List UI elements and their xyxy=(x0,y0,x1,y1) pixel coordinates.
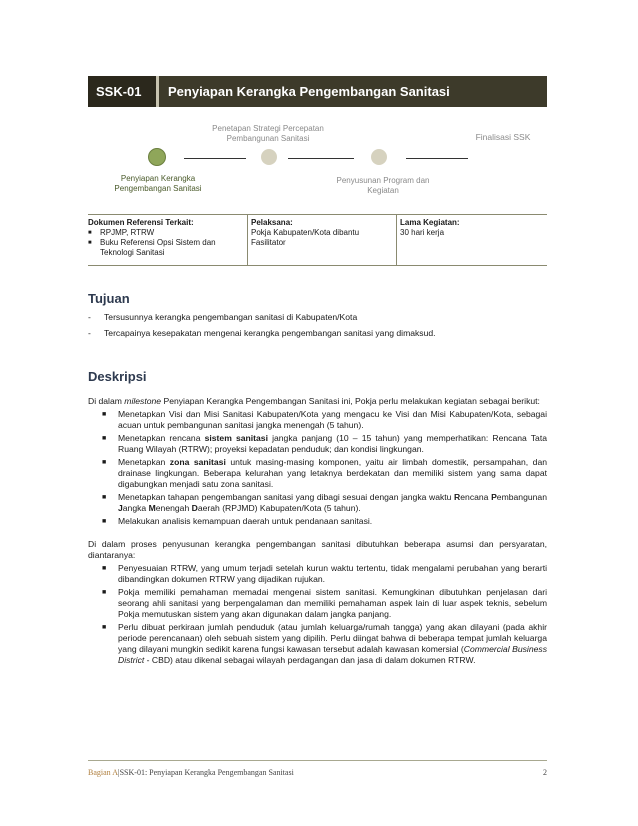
step-3-marker xyxy=(371,149,387,165)
deskripsi-para2: Di dalam proses penyusunan kerangka pengembangan sanitasi dibutuhkan beberapa asumsi dan persyaratan, diantaranya: xyxy=(88,539,547,560)
step-2-label-line-1: Penetapan Strategi Percepatan xyxy=(212,124,324,133)
deskripsi-heading: Deskripsi xyxy=(88,369,147,384)
step-2-marker xyxy=(261,149,277,165)
step-1-label-line-2: Pengembangan Sanitasi xyxy=(114,184,202,193)
executor-header: Pelaksana: xyxy=(251,218,293,227)
info-divider-2 xyxy=(396,215,397,265)
assumption-bullet: ■ Pokja memiliki pemahaman memadai mengenai sistem sanitasi. Kemungkinan dibutuhkan penjelasan dari seorang ahli sanitasi yang berpengalaman dan memiliki pemahaman aspek lain di luar aspek teknis, sebelum Pokja memutuskan sistem yang akan digunakan dalam jangka panjang. xyxy=(102,587,547,619)
activity-info-table xyxy=(88,214,547,266)
executor-line: Pokja Kabupaten/Kota dibantu xyxy=(251,228,360,237)
deskripsi-bullet: ■ Menetapkan rencana sistem sanitasi jangka panjang (10 – 15 tahun) yang memperhatikan: Rencana Tata Ruang Wilayah (RTRW); proyeksi kepadatan penduduk; dan kondisi lingkungan. xyxy=(102,433,547,454)
duration-value: 30 hari kerja xyxy=(400,228,445,237)
tujuan-heading: Tujuan xyxy=(88,291,130,306)
step-4-label: Finalisasi SSK xyxy=(475,132,531,142)
step-2-label xyxy=(198,124,338,144)
flow-line-1 xyxy=(184,158,246,159)
step-1-marker xyxy=(148,148,166,166)
assumption-bullet: ■ Penyesuaian RTRW, yang umum terjadi setelah kurun waktu tertentu, tidak mengalami perubahan yang berarti dibandingkan dokumen RTRW yang dijadikan rujukan. xyxy=(102,563,547,584)
flow-line-3 xyxy=(406,158,468,159)
section-banner xyxy=(88,76,547,107)
duration xyxy=(400,218,540,238)
section-title: Penyiapan Kerangka Pengembangan Sanitasi xyxy=(168,84,450,99)
deskripsi-intro: Di dalam milestone Penyiapan Kerangka Pengembangan Sanitasi ini, Pokja perlu melakukan kegiatan sebagai berikut: xyxy=(88,396,540,406)
footer-section: Bagian A xyxy=(88,768,118,777)
banner-divider xyxy=(156,76,159,107)
reference-item: ■ Buku Referensi Opsi Sistem dan xyxy=(88,238,216,247)
deskripsi-bullet: ■ Melakukan analisis kemampuan daerah untuk pendanaan sanitasi. xyxy=(102,516,373,526)
step-3-label-line-1: Penyusunan Program dan xyxy=(336,176,430,185)
footer-rule xyxy=(88,760,547,761)
section-code: SSK-01 xyxy=(88,76,156,107)
footer-text: |SSK-01: Penyiapan Kerangka Pengembangan Sanitasi xyxy=(118,768,294,777)
deskripsi-body xyxy=(88,396,547,668)
step-2-label-line-2: Pembangunan Sanitasi xyxy=(226,134,310,143)
reference-docs xyxy=(88,218,238,258)
flow-line-2 xyxy=(288,158,354,159)
tujuan-item: - Tercapainya kesepakatan mengenai kerangka pengembangan sanitasi yang dimaksud. xyxy=(88,328,436,338)
reference-item-cont: Teknologi Sanitasi xyxy=(100,248,165,257)
page-footer xyxy=(88,768,547,777)
assumption-bullet: ■ Perlu dibuat perkiraan jumlah penduduk (atau jumlah keluarga/rumah tangga) yang akan dilayani (pada akhir periode perencanaan) oleh sebuah sistem yang dipilih. Perlu diingat bahwa di beberapa tempat jumlah keluarga yang dilayani mungkin sedikit karena fungsi kawasan tersebut adalah kawasan komersial (Commercial Business District - CBD) atau dikenal sebagai wilayah perdagangan dan jasa di dalam dokumen RTRW. xyxy=(102,622,547,665)
tujuan-item: - Tersusunnya kerangka pengembangan sanitasi di Kabupaten/Kota xyxy=(88,312,358,322)
info-divider-1 xyxy=(247,215,248,265)
step-1-label xyxy=(88,174,228,194)
duration-header: Lama Kegiatan: xyxy=(400,218,460,227)
process-flow xyxy=(88,110,547,210)
step-3-label xyxy=(313,176,453,196)
reference-docs-header: Dokumen Referensi Terkait: xyxy=(88,218,194,227)
tujuan-list xyxy=(88,312,547,344)
executor-line: Fasilitator xyxy=(251,238,286,247)
deskripsi-bullet: ■ Menetapkan zona sanitasi untuk masing-masing komponen, yaitu air limbah domestik, persampahan, dan drainase lingkungan. Beberapa kelurahan yang letaknya berdekatan dan memiliki sistem yang sama dapat digabungkan menjadi satu zona sanitasi. xyxy=(102,457,548,489)
step-1-label-line-1: Penyiapan Kerangka xyxy=(120,174,196,183)
executor xyxy=(251,218,391,248)
deskripsi-bullet: ■ Menetapkan Visi dan Misi Sanitasi Kabupaten/Kota yang mengacu ke Visi dan Misi Kabupaten/Kota, sebagai acuan untuk pembangunan sanitasi jangka menengah (5 tahun). xyxy=(102,409,547,430)
deskripsi-bullet: ■ Menetapkan tahapan pengembangan sanitasi yang dibagi sesuai dengan jangka waktu Rencana Pembangunan Jangka Menengah Daerah (RPJMD) Kabupaten/Kota (5 tahun). xyxy=(102,492,547,513)
reference-item: ■ RPJMP, RTRW xyxy=(88,228,155,237)
step-3-label-line-2: Kegiatan xyxy=(367,186,399,195)
page-number: 2 xyxy=(543,768,547,777)
